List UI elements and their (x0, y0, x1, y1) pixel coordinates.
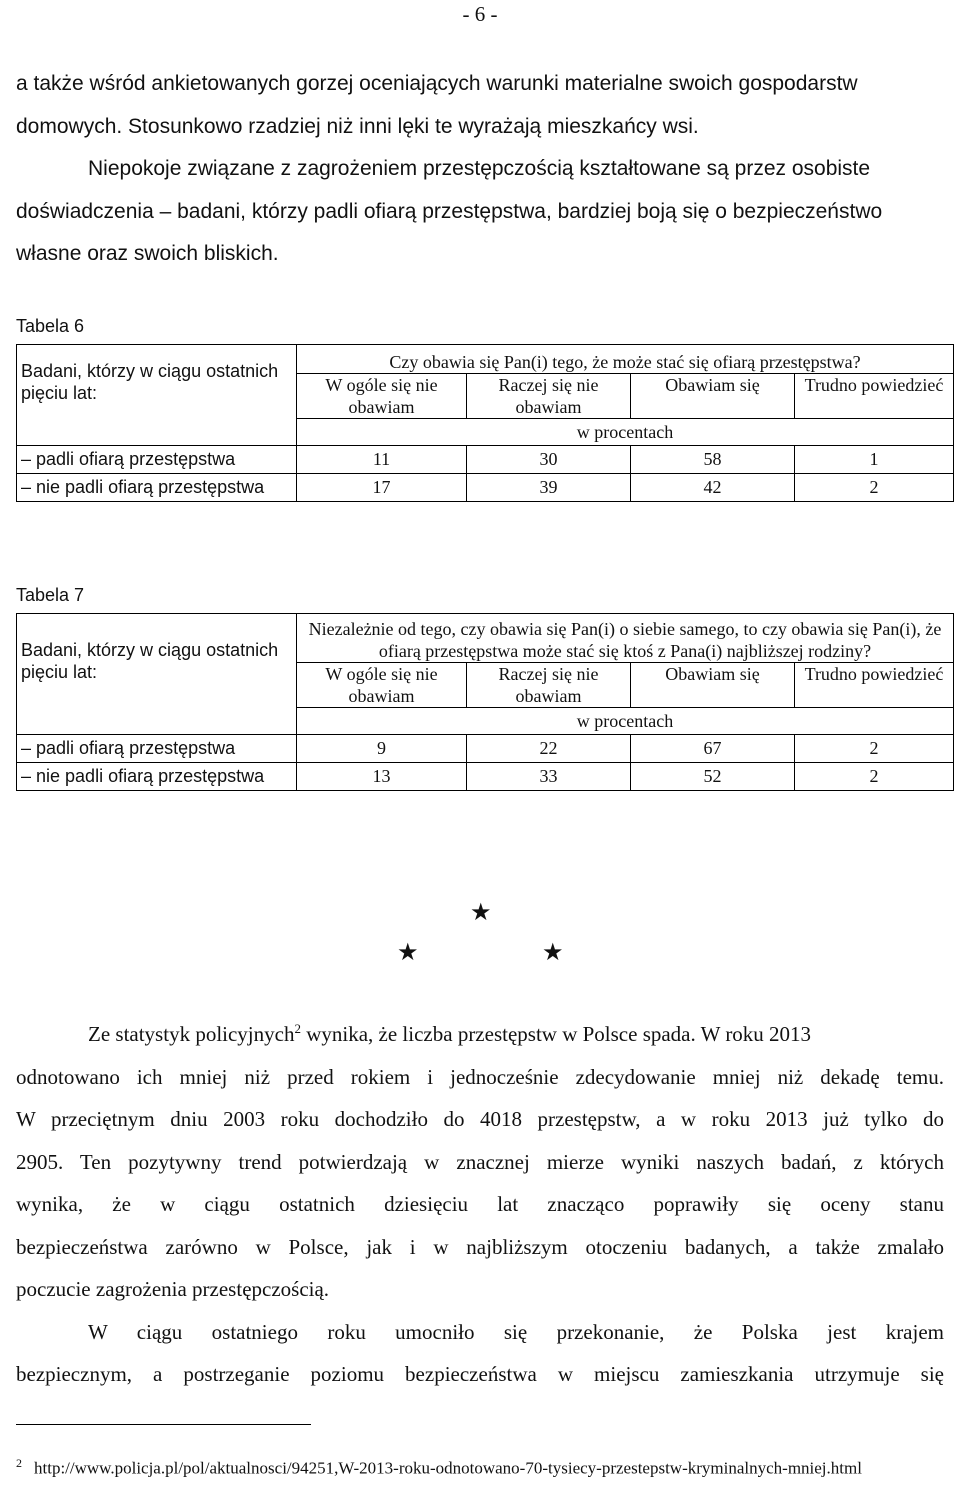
cell-value: 2 (795, 762, 954, 790)
table6-col-header: W ogóle się nie obawiam (297, 374, 467, 419)
intro-line: Niepokoje związane z zagrożeniem przestępczością kształtowane są przez osobiste (88, 157, 871, 180)
table7-row-header: Badani, którzy w ciągu ostatnich pięciu lat: (17, 614, 297, 708)
table6 (16, 344, 954, 502)
table7-caption: Tabela 7 (16, 585, 85, 605)
body-line: Ze statystyk policyjnych$^2$ wynika, że liczba przestępstw w Polsce spada. W roku 2013 (88, 1021, 812, 1046)
row-label: – nie padli ofiarą przestępstwa (17, 762, 297, 790)
body-line: bezpiecznym, a postrzeganie poziomu bezpieczeństwa w miejscu zamieszkania utrzymuje się (16, 1362, 944, 1386)
body-paragraph (16, 1008, 944, 1396)
cell-value: 58 (631, 445, 795, 473)
table6-col-header: Trudno powiedzieć (795, 374, 954, 419)
cell-value: 30 (467, 445, 631, 473)
page-number: - 6 - (462, 2, 498, 26)
footnote-ref[interactable]: 2 (294, 1021, 301, 1036)
star-icon: ★ (542, 940, 564, 966)
table7-question: Niezależnie od tego, czy obawia się Pan(i) o siebie samego, to czy obawia się Pan(i), że ofiarą przestępstwa może stać się ktoś z Pana(i) najbliższej rodziny? (297, 614, 954, 663)
cell-value: 9 (297, 734, 467, 762)
table7-col-header: Trudno powiedzieć (795, 663, 954, 708)
table-row (17, 734, 954, 762)
cell-value: 42 (631, 473, 795, 501)
row-label: – nie padli ofiarą przestępstwa (17, 473, 297, 501)
table6-caption: Tabela 6 (16, 316, 85, 336)
table7-col-header: Obawiam się (631, 663, 795, 708)
cell-value: 13 (297, 762, 467, 790)
table6-empty-cell (17, 419, 297, 446)
intro-line: a także wśród ankietowanych gorzej oceniających warunki materialne swoich gospodarstw (16, 72, 858, 95)
table6-row-header: Badani, którzy w ciągu ostatnich pięciu lat: (17, 345, 297, 419)
cell-value: 11 (297, 445, 467, 473)
table-row (17, 445, 954, 473)
intro-line: własne oraz swoich bliskich. (16, 242, 279, 265)
table7 (16, 613, 954, 791)
table7-col-header: Raczej się nie obawiam (467, 663, 631, 708)
cell-value: 2 (795, 473, 954, 501)
table6-col-header: Obawiam się (631, 374, 795, 419)
footnote (16, 1452, 956, 1480)
table-row (17, 473, 954, 501)
table7-unit: w procentach (297, 708, 954, 735)
intro-paragraph (16, 63, 944, 276)
body-line: odnotowano ich mniej niż przed rokiem i jednocześnie zdecydowanie mniej niż dekadę temu. (16, 1064, 944, 1089)
body-line: 2905. Ten pozytywny trend potwierdzają w znacznej mierze wyniki naszych badań, z których (16, 1149, 944, 1174)
table-row (17, 762, 954, 790)
table6-col-header: Raczej się nie obawiam (467, 374, 631, 419)
footnote-number: 2 (16, 1456, 22, 1470)
table6-question: Czy obawia się Pan(i) tego, że może stać się ofiarą przestępstwa? (297, 345, 954, 374)
star-icon: ★ (397, 940, 419, 966)
table7-empty-cell (17, 708, 297, 735)
table6-unit: w procentach (297, 419, 954, 446)
cell-value: 17 (297, 473, 467, 501)
footnote-link[interactable]: http://www.policja.pl/pol/aktualnosci/94251,W-2013-roku-odnotowano-70-tysiecy-przestepstw-kryminalnych-mniej.html (34, 1458, 862, 1478)
cell-value: 33 (467, 762, 631, 790)
footnote-rule (16, 1424, 311, 1425)
body-line: wynika, że w ciągu ostatnich dziesięciu lat znacząco poprawiły się oceny stanu (16, 1192, 944, 1216)
body-line: poczucie zagrożenia przestępczością. (16, 1277, 330, 1301)
star-icon: ★ (470, 900, 492, 926)
cell-value: 2 (795, 734, 954, 762)
row-label: – padli ofiarą przestępstwa (17, 445, 297, 473)
body-line: W przeciętnym dniu 2003 roku dochodziło do 4018 przestępstw, a w roku 2013 już tylko do (16, 1107, 944, 1131)
table7-col-header: W ogóle się nie obawiam (297, 663, 467, 708)
intro-line: domowych. Stosunkowo rzadziej niż inni lęki te wyrażają mieszkańcy wsi. (16, 114, 699, 138)
cell-value: 39 (467, 473, 631, 501)
cell-value: 67 (631, 734, 795, 762)
cell-value: 1 (795, 445, 954, 473)
row-label: – padli ofiarą przestępstwa (17, 734, 297, 762)
cell-value: 52 (631, 762, 795, 790)
intro-line: doświadczenia – badani, którzy padli ofiarą przestępstwa, bardziej boją się o bezpieczeństwo (16, 199, 883, 223)
cell-value: 22 (467, 734, 631, 762)
body-line: W ciągu ostatniego roku umocniło się przekonanie, że Polska jest krajem (88, 1319, 944, 1344)
body-line: bezpieczeństwa zarówno w Polsce, jak i w najbliższym otoczeniu badanych, a także zmalało (16, 1234, 944, 1259)
